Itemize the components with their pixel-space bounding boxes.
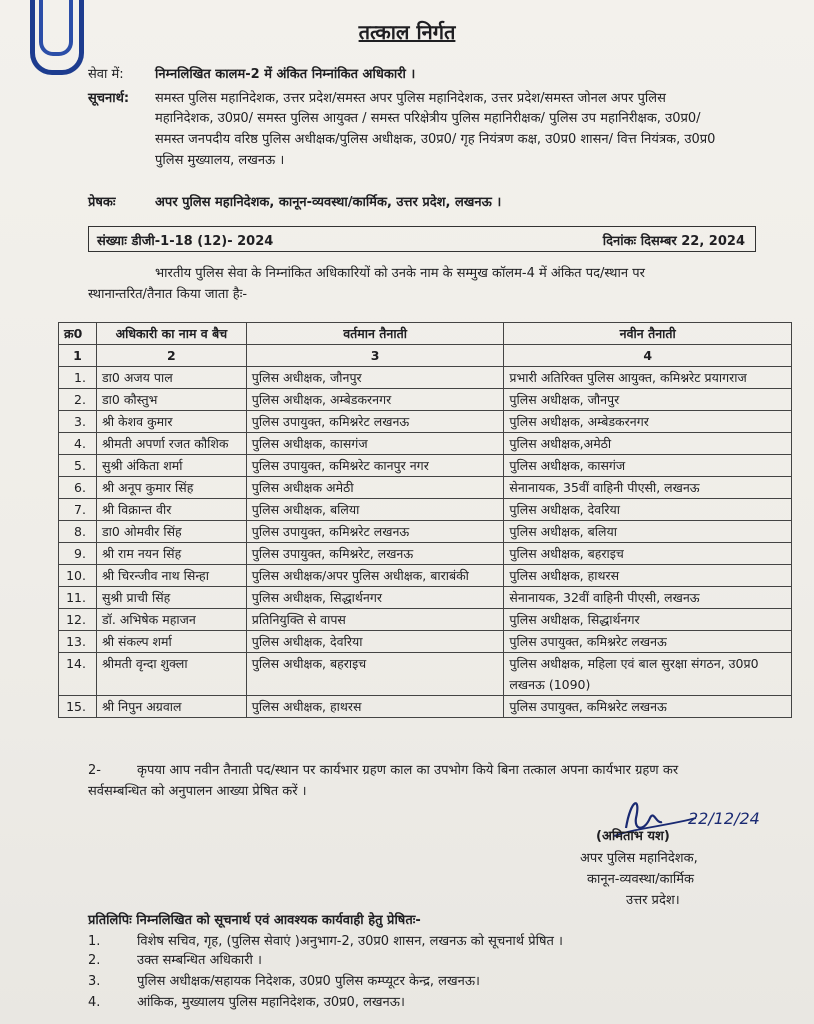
to-text: निम्नलिखित कालम-2 में अंकित निम्नांकित अधिकारी । <box>155 67 416 82</box>
row-officer-name: श्रीमती अपर्णा रजत कौशिक <box>96 433 246 455</box>
row-serial: 3. <box>59 411 97 433</box>
row-current-posting: पुलिस अधीक्षक, हाथरस <box>246 696 504 718</box>
row-new-posting: सेनानायक, 32वीं वाहिनी पीएसी, लखनऊ <box>504 587 792 609</box>
table-row <box>59 653 792 696</box>
row-new-posting: पुलिस अधीक्षक, हाथरस <box>504 565 792 587</box>
table-row <box>59 565 792 587</box>
row-serial: 2. <box>59 389 97 411</box>
document-title: तत्काल निर्गत <box>358 20 456 44</box>
para2-line-2: सर्वसम्बन्धित को अनुपालन आख्या प्रेषित करें । <box>88 784 307 799</box>
signatory-designation-3: उत्तर प्रदेश। <box>626 893 680 908</box>
row-new-posting: पुलिस अधीक्षक, कासगंज <box>504 455 792 477</box>
copy-item-1-num: 1. <box>88 934 101 949</box>
intro-line-1: भारतीय पुलिस सेवा के निम्नांकित अधिकारियों को उनके नाम के सम्मुख कॉलम-4 में अंकित पद/स्थान पर <box>155 266 645 281</box>
transfer-table <box>58 322 792 718</box>
row-current-posting: पुलिस उपायुक्त, कमिश्नरेट कानपुर नगर <box>246 455 504 477</box>
row-officer-name: डा0 अजय पाल <box>96 367 246 389</box>
row-current-posting: पुलिस उपायुक्त, कमिश्नरेट लखनऊ <box>246 411 504 433</box>
copy-item-1-text: विशेष सचिव, गृह, (पुलिस सेवाएं )अनुभाग-2, उ0प्र0 शासन, लखनऊ को सूचनार्थ प्रेषित । <box>137 934 563 949</box>
reference-date: दिनांकः दिसम्बर 22, 2024 <box>602 234 745 249</box>
row-officer-name: श्री निपुन अग्रवाल <box>96 696 246 718</box>
signature-date: 22/12/24 <box>688 809 760 828</box>
to-label: सेवा में: <box>88 67 124 82</box>
sender-label: प्रेषकः <box>88 195 116 210</box>
row-new-posting: पुलिस अधीक्षक, जौनपुर <box>504 389 792 411</box>
row-serial: 12. <box>59 609 97 631</box>
table-colnum-row <box>59 345 792 367</box>
row-current-posting: पुलिस अधीक्षक, कासगंज <box>246 433 504 455</box>
copy-item-3-num: 3. <box>88 974 101 989</box>
row-officer-name: सुश्री प्राची सिंह <box>96 587 246 609</box>
row-officer-name: डॉ. अभिषेक महाजन <box>96 609 246 631</box>
row-serial: 9. <box>59 543 97 565</box>
table-row <box>59 499 792 521</box>
row-serial: 4. <box>59 433 97 455</box>
copy-item-3-text: पुलिस अधीक्षक/सहायक निदेशक, उ0प्र0 पुलिस कम्प्यूटर केन्द्र, लखनऊ। <box>137 974 480 989</box>
row-current-posting: पुलिस अधीक्षक, बहराइच <box>246 653 504 696</box>
row-officer-name: श्री राम नयन सिंह <box>96 543 246 565</box>
table-row <box>59 587 792 609</box>
row-new-posting: पुलिस अधीक्षक,अमेठी <box>504 433 792 455</box>
table-header-row <box>59 323 792 345</box>
row-new-posting: पुलिस अधीक्षक, देवरिया <box>504 499 792 521</box>
reference-number: संख्याः डीजी-1-18 (12)- 2024 <box>97 234 274 249</box>
info-line-3: समस्त जनपदीय वरिष्ठ पुलिस अधीक्षक/पुलिस अधीक्षक, उ0प्र0/ गृह नियंत्रण कक्ष, उ0प्र0 शासन/ वित्त नियंत्रक, उ0प्र0 <box>155 132 716 147</box>
copy-heading: प्रतिलिपिः निम्नलिखित को सूचनार्थ एवं आवश्यक कार्यवाही हेतु प्रेषितः- <box>88 913 421 928</box>
row-serial: 11. <box>59 587 97 609</box>
row-current-posting: पुलिस अधीक्षक, जौनपुर <box>246 367 504 389</box>
sender-text: अपर पुलिस महानिदेशक, कानून-व्यवस्था/कार्मिक, उत्तर प्रदेश, लखनऊ । <box>155 195 502 210</box>
table-row <box>59 631 792 653</box>
row-serial: 1. <box>59 367 97 389</box>
table-row <box>59 433 792 455</box>
para2-line-1: कृपया आप नवीन तैनाती पद/स्थान पर कार्यभार ग्रहण काल का उपभोग किये बिना तत्काल अपना कार्यभार ग्रहण कर <box>137 763 679 778</box>
reference-box <box>88 226 756 252</box>
para2-number: 2- <box>88 763 101 778</box>
row-new-posting: पुलिस अधीक्षक, सिद्धार्थनगर <box>504 609 792 631</box>
table-row <box>59 367 792 389</box>
row-current-posting: पुलिस अधीक्षक अमेठी <box>246 477 504 499</box>
header-current: वर्तमान तैनाती <box>246 323 504 345</box>
row-new-posting: पुलिस अधीक्षक, बलिया <box>504 521 792 543</box>
row-serial: 8. <box>59 521 97 543</box>
row-officer-name: डा0 ओमवीर सिंह <box>96 521 246 543</box>
table-row <box>59 609 792 631</box>
row-officer-name: श्री विक्रान्त वीर <box>96 499 246 521</box>
colnum-4: 4 <box>504 345 792 367</box>
intro-line-2: स्थानान्तरित/तैनात किया जाता हैः- <box>88 287 248 302</box>
row-current-posting: पुलिस अधीक्षक, बलिया <box>246 499 504 521</box>
table-row <box>59 477 792 499</box>
row-new-posting: पुलिस अधीक्षक, बहराइच <box>504 543 792 565</box>
row-new-posting: पुलिस अधीक्षक, महिला एवं बाल सुरक्षा संगठन, उ0प्र0 लखनऊ (1090) <box>504 653 792 696</box>
row-serial: 14. <box>59 653 97 696</box>
row-current-posting: पुलिस उपायुक्त, कमिश्नरेट लखनऊ <box>246 521 504 543</box>
row-officer-name: श्रीमती वृन्दा शुक्ला <box>96 653 246 696</box>
table-row <box>59 543 792 565</box>
info-line-2: महानिदेशक, उ0प्र0/ समस्त पुलिस आयुक्त / समस्त परिक्षेत्रीय पुलिस महानिरीक्षक/ पुलिस उप महानिरीक्षक, उ0प्र0/ <box>155 111 701 126</box>
row-serial: 6. <box>59 477 97 499</box>
info-line-4: पुलिस मुख्यालय, लखनऊ । <box>155 153 285 168</box>
row-serial: 10. <box>59 565 97 587</box>
table-row <box>59 389 792 411</box>
row-current-posting: पुलिस अधीक्षक/अपर पुलिस अधीक्षक, बाराबंकी <box>246 565 504 587</box>
row-officer-name: श्री केशव कुमार <box>96 411 246 433</box>
header-serial: क्र0 <box>59 323 97 345</box>
copy-item-4-num: 4. <box>88 995 101 1010</box>
signatory-designation-1: अपर पुलिस महानिदेशक, <box>580 851 698 866</box>
row-current-posting: पुलिस अधीक्षक, देवरिया <box>246 631 504 653</box>
row-new-posting: पुलिस उपायुक्त, कमिश्नरेट लखनऊ <box>504 696 792 718</box>
colnum-1: 1 <box>59 345 97 367</box>
table-row <box>59 411 792 433</box>
row-serial: 15. <box>59 696 97 718</box>
row-current-posting: प्रतिनियुक्ति से वापस <box>246 609 504 631</box>
row-serial: 7. <box>59 499 97 521</box>
colnum-2: 2 <box>96 345 246 367</box>
signatory-designation-2: कानून-व्यवस्था/कार्मिक <box>587 872 695 887</box>
row-officer-name: सुश्री अंकिता शर्मा <box>96 455 246 477</box>
info-label: सूचनार्थ: <box>88 91 130 106</box>
row-officer-name: श्री संकल्प शर्मा <box>96 631 246 653</box>
row-current-posting: पुलिस उपायुक्त, कमिश्नरेट, लखनऊ <box>246 543 504 565</box>
copy-item-4-text: आंकिक, मुख्यालय पुलिस महानिदेशक, उ0प्र0, लखनऊ। <box>137 995 405 1010</box>
table-row <box>59 455 792 477</box>
row-new-posting: पुलिस उपायुक्त, कमिश्नरेट लखनऊ <box>504 631 792 653</box>
row-current-posting: पुलिस अधीक्षक, सिद्धार्थनगर <box>246 587 504 609</box>
row-new-posting: पुलिस अधीक्षक, अम्बेडकरनगर <box>504 411 792 433</box>
row-officer-name: श्री अनूप कुमार सिंह <box>96 477 246 499</box>
copy-item-2-num: 2. <box>88 953 101 968</box>
copy-item-2-text: उक्त सम्बन्धित अधिकारी । <box>137 953 262 968</box>
colnum-3: 3 <box>246 345 504 367</box>
row-serial: 5. <box>59 455 97 477</box>
table-row <box>59 521 792 543</box>
row-officer-name: डा0 कौस्तुभ <box>96 389 246 411</box>
row-new-posting: सेनानायक, 35वीं वाहिनी पीएसी, लखनऊ <box>504 477 792 499</box>
row-officer-name: श्री चिरन्जीव नाथ सिन्हा <box>96 565 246 587</box>
table-row <box>59 696 792 718</box>
header-new: नवीन तैनाती <box>504 323 792 345</box>
row-serial: 13. <box>59 631 97 653</box>
row-current-posting: पुलिस अधीक्षक, अम्बेडकरनगर <box>246 389 504 411</box>
row-new-posting: प्रभारी अतिरिक्त पुलिस आयुक्त, कमिश्नरेट प्रयागराज <box>504 367 792 389</box>
signatory-name: (अमिताभ यश) <box>596 829 670 844</box>
header-officer: अधिकारी का नाम व बैच <box>96 323 246 345</box>
info-line-1: समस्त पुलिस महानिदेशक, उत्तर प्रदेश/समस्त अपर पुलिस महानिदेशक, उत्तर प्रदेश/समस्त जोनल अपर पुलिस <box>155 91 666 106</box>
